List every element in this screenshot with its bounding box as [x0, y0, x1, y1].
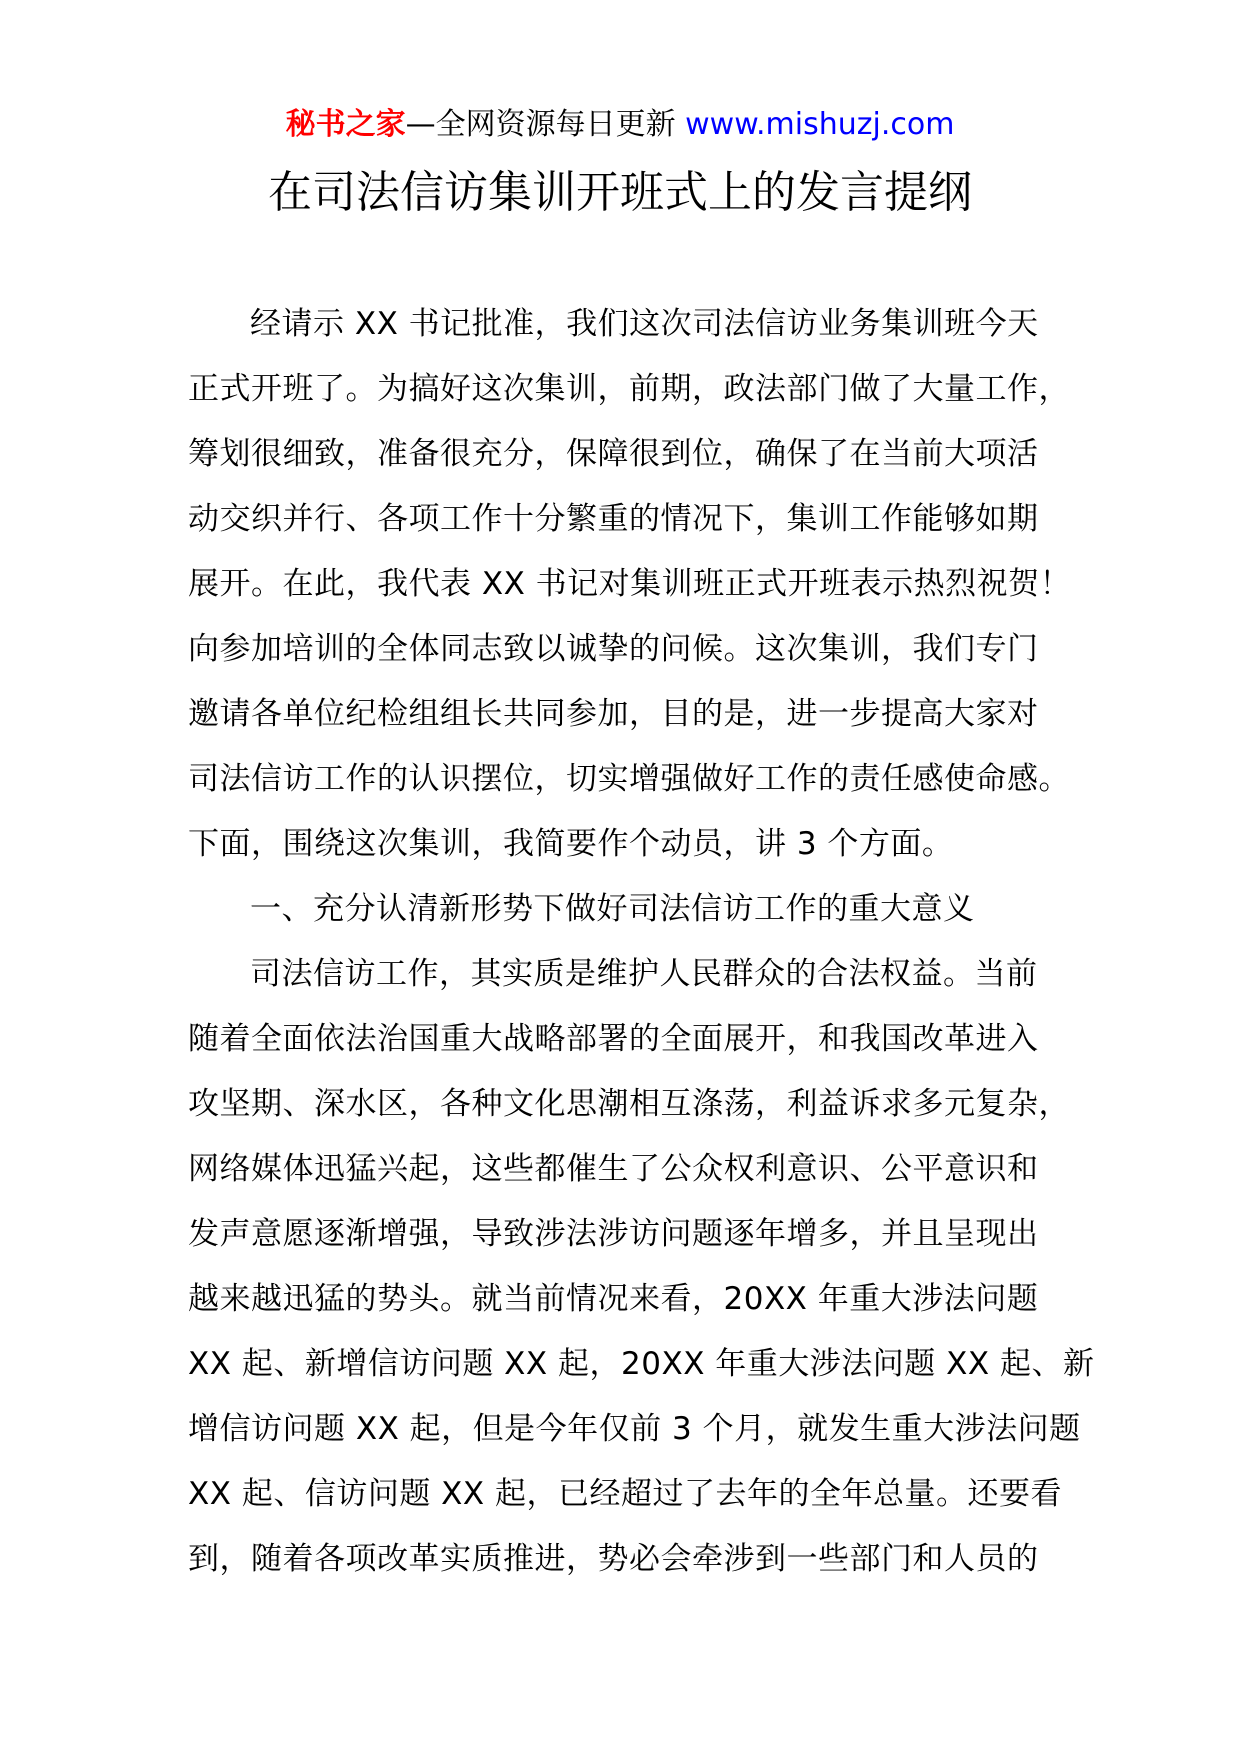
paragraph-line: 动交织并行、各项工作十分繁重的情况下，集训工作能够如期	[188, 501, 1039, 537]
paragraph-line: 筹划很细致，准备很充分，保障很到位，确保了在当前大项活	[188, 436, 1039, 472]
paragraph-line: 随着全面依法治国重大战略部署的全面展开，和我国改革进入	[188, 1021, 1039, 1057]
paragraph-line: 经请示 XX 书记批准，我们这次司法信访业务集训班今天	[250, 306, 1039, 342]
banner-tagline: —全网资源每日更新	[405, 107, 686, 142]
brand-name: 秘书之家	[285, 107, 406, 142]
paragraph-line: 邀请各单位纪检组组长共同参加，目的是，进一步提高大家对	[188, 696, 1039, 732]
paragraph-line: 攻坚期、深水区，各种文化思潮相互涤荡，利益诉求多元复杂，	[188, 1086, 1070, 1122]
document-title: 在司法信访集训开班式上的发言提纲	[268, 167, 972, 218]
paragraph-line: 越来越迅猛的势头。就当前情况来看，20XX 年重大涉法问题	[188, 1281, 1039, 1317]
paragraph-line: XX 起、新增信访问题 XX 起，20XX 年重大涉法问题 XX 起、新	[188, 1346, 1095, 1382]
paragraph-line: 到，随着各项改革实质推进，势必会牵涉到一些部门和人员的	[188, 1541, 1039, 1577]
paragraph-line: 下面，围绕这次集训，我简要作个动员，讲 3 个方面。	[188, 826, 954, 862]
paragraph-line: 司法信访工作，其实质是维护人民群众的合法权益。当前	[250, 956, 1038, 992]
site-banner	[0, 100, 1240, 150]
paragraph-line: 网络媒体迅猛兴起，这些都催生了公众权利意识、公平意识和	[188, 1151, 1039, 1187]
paragraph-line: XX 起、信访问题 XX 起，已经超过了去年的全年总量。还要看	[188, 1476, 1063, 1512]
paragraph-line: 发声意愿逐渐增强，导致涉法涉访问题逐年增多，并且呈现出	[188, 1216, 1039, 1252]
paragraph-line: 向参加培训的全体同志致以诚挚的问候。这次集训，我们专门	[188, 631, 1039, 667]
paragraph-line: 司法信访工作的认识摆位，切实增强做好工作的责任感使命感。	[188, 761, 1070, 797]
section-heading: 一、充分认清新形势下做好司法信访工作的重大意义	[250, 891, 975, 927]
paragraph-line: 增信访问题 XX 起，但是今年仅前 3 个月，就发生重大涉法问题	[188, 1411, 1081, 1447]
document-body	[188, 292, 1118, 1592]
paragraph-line: 正式开班了。为搞好这次集训，前期，政法部门做了大量工作，	[188, 371, 1070, 407]
site-url-link[interactable]: www.mishuzj.com	[685, 107, 955, 142]
paragraph-line: 展开。在此，我代表 XX 书记对集训班正式开班表示热烈祝贺！	[188, 566, 1072, 602]
